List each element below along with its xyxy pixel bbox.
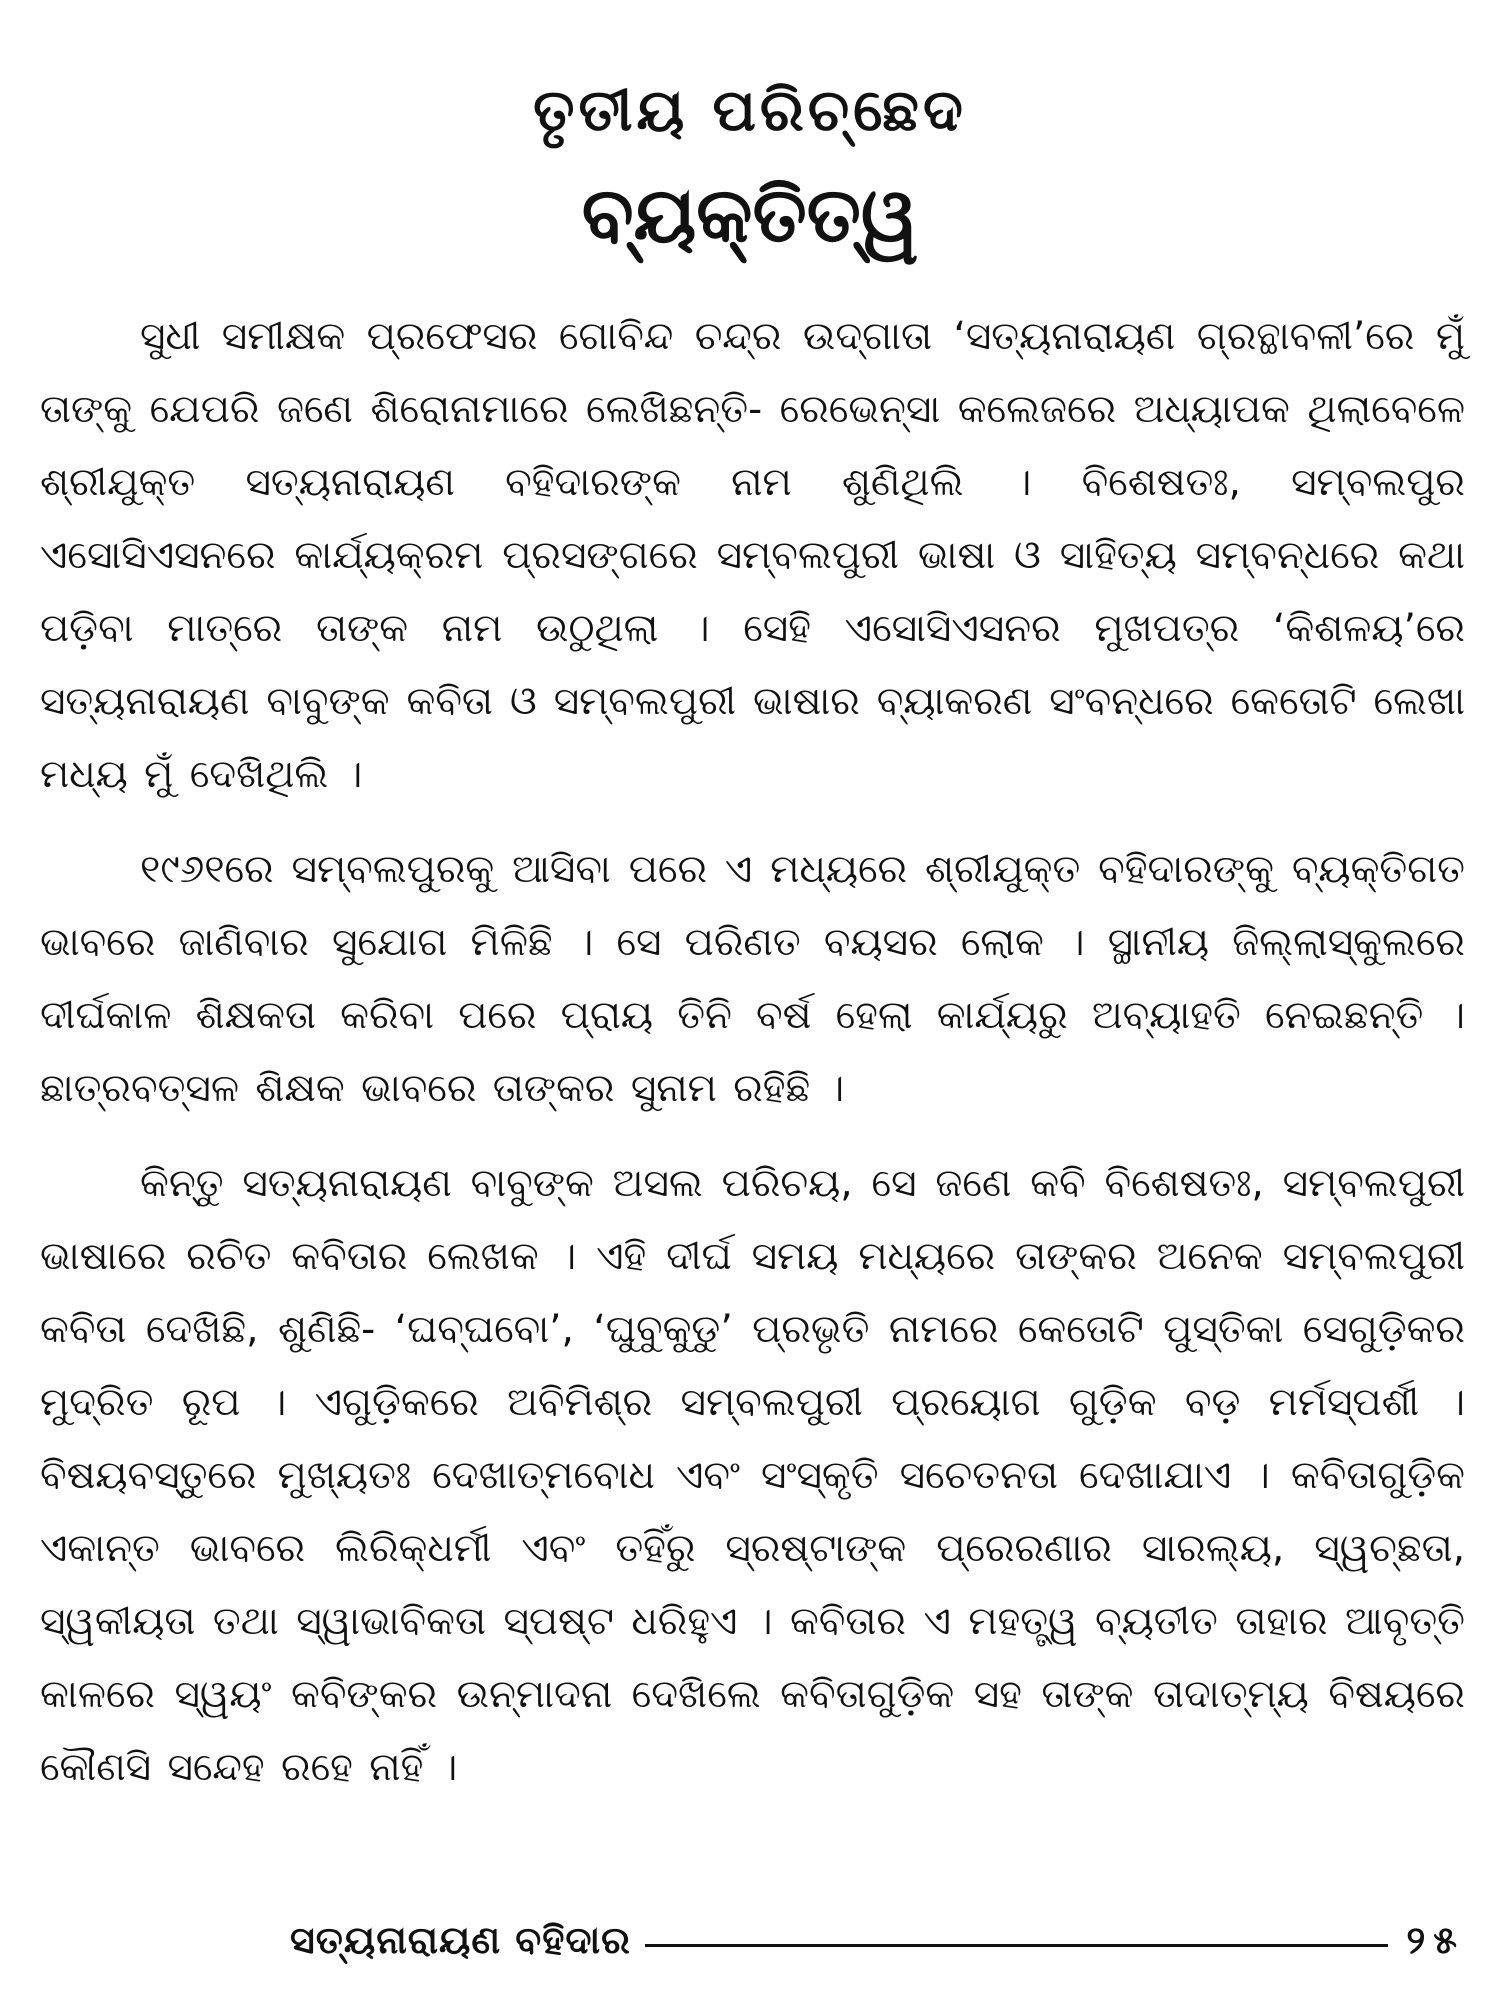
page-body [40,300,1465,1826]
paragraph-3: କିନ୍ତୁ ସତ୍ୟନାରାୟଣ ବାବୁଙ୍କ ଅସଲ ପରିଚୟ, ସେ ଜଣେ କବି ବିଶେଷତଃ, ସମ୍ବଲପୁରୀ ଭାଷାରେ ରଚିତ କବିତାର ଲେଖକ । ଏହି ଦୀର୍ଘ ସମୟ ମଧ୍ୟରେ ତାଙ୍କର ଅନେକ ସମ୍ବଲପୁରୀ କବିତା ଦେଖିଛି, ଶୁଣିଛି- ‘ଘବ୍‌ଘବୋ’, ‘ଘୁବୁକୁଡୁ’ ପ୍ରଭୃତି ନାମରେ କେତୋଟି ପୁସ୍ତିକା ସେଗୁଡ଼ିକର ମୁଦ୍ରିତ ରୂପ । ଏଗୁଡ଼ିକରେ ଅବିମିଶ୍ର ସମ୍ବଲପୁରୀ ପ୍ରୟୋଗ ଗୁଡ଼ିକ ବଡ଼ ମର୍ମସ୍ପର୍ଶୀ । ବିଷୟବସ୍ତୁରେ ମୁଖ୍ୟତଃ ଦେଖାତ୍ମବୋଧ ଏବଂ ସଂସ୍କୃତି ସଚେତନତା ଦେଖାଯାଏ । କବିତାଗୁଡ଼ିକ ଏକାନ୍ତ ଭାବରେ ଲିରିକ୍‌ଧର୍ମୀ ଏବଂ ତହିଁରୁ ସ୍ରଷ୍ଟାଙ୍କ ପ୍ରେରଣାର ସାରଲ୍ୟ, ସ୍ୱଚ୍ଛତା, ସ୍ୱକୀୟତା ତଥା ସ୍ୱାଭାବିକତା ସ୍ପଷ୍ଟ ଧରିହୁଏ । କବିତାର ଏ ମହତ୍ତ୍ୱ ବ୍ୟତୀତ ତାହାର ଆବୃତ୍ତି କାଳରେ ସ୍ୱୟଂ କବିଙ୍କର ଉନ୍ମାଦନା ଦେଖିଲେ କବିତାଗୁଡ଼ିକ ସହ ତାଙ୍କ ତାଦାତ୍ମ୍ୟ ବିଷୟରେ କୌଣସି ସନ୍ଦେହ ରହେ ନାହିଁ । [40,1161,1465,1790]
chapter-heading: ତୃତୀୟ ପରିଚ୍ଛେଦ [533,76,967,144]
footer-rule [645,1944,1388,1947]
page-footer [290,1915,1465,1965]
page-number: ୨୫ [1406,1917,1465,1962]
section-heading: ବ୍ୟକ୍ତିତ୍ୱ [581,170,919,259]
paragraph-2: ୧୯୬୧ରେ ସମ୍ବଲପୁରକୁ ଆସିବା ପରେ ଏ ମଧ୍ୟରେ ଶ୍ରୀଯୁକ୍ତ ବହିଦାରଙ୍କୁ ବ୍ୟକ୍ତିଗତ ଭାବରେ ଜାଣିବାର ସୁଯୋଗ ମିଳିଛି । ସେ ପରିଣତ ବୟସର ଲୋକ । ସ୍ଥାନୀୟ ଜିଲ୍ଲାସ୍କୁଲରେ ଦୀର୍ଘକାଳ ଶିକ୍ଷକତା କରିବା ପରେ ପ୍ରାୟ ତିନି ବର୍ଷ ହେଲା କାର୍ଯ୍ୟରୁ ଅବ୍ୟାହତି ନେଇଛନ୍ତି । ଛାତ୍ରବତ୍ସଳ ଶିକ୍ଷକ ଭାବରେ ତାଙ୍କର ସୁନାମ ରହିଛି । [40,847,1465,1111]
running-footer-title: ସତ୍ୟନାରାୟଣ ବହିଦାର [290,1917,631,1962]
paragraph-1: ସୁଧୀ ସମୀକ୍ଷକ ପ୍ରଫେସର ଗୋବିନ୍ଦ ଚନ୍ଦ୍ର ଉଦ୍‌ଗାତା ‘ସତ୍ୟନାରାୟଣ ଗ୍ରନ୍ଥାବଳୀ’ରେ ମୁଁ ତାଙ୍କୁ ଯେପରି ଜଣେ ଶିରୋନାମାରେ ଲେଖିଛନ୍ତି- ରେଭେନ୍ସା କଲେଜରେ ଅଧ୍ୟାପକ ଥିଲାବେଳେ ଶ୍ରୀଯୁକ୍ତ ସତ୍ୟନାରାୟଣ ବହିଦାରଙ୍କ ନାମ ଶୁଣିଥିଲି । ବିଶେଷତଃ, ସମ୍ବଲପୁର ଏସୋସିଏସନରେ କାର୍ଯ୍ୟକ୍ରମ ପ୍ରସଙ୍ଗରେ ସମ୍ବଲପୁରୀ ଭାଷା ଓ ସାହିତ୍ୟ ସମ୍ବନ୍ଧରେ କଥା ପଡ଼ିବା ମାତ୍ରେ ତାଙ୍କ ନାମ ଉଠୁଥିଲା । ସେହି ଏସୋସିଏସନର ମୁଖପତ୍ର ‘କିଶଳୟ’ରେ ସତ୍ୟନାରାୟଣ ବାବୁଙ୍କ କବିତା ଓ ସମ୍ବଲପୁରୀ ଭାଷାର ବ୍ୟାକରଣ ସଂବନ୍ଧରେ କେତୋଟି ଲେଖା ମଧ୍ୟ ମୁଁ ଦେଖିଥିଲି । [40,314,1465,797]
